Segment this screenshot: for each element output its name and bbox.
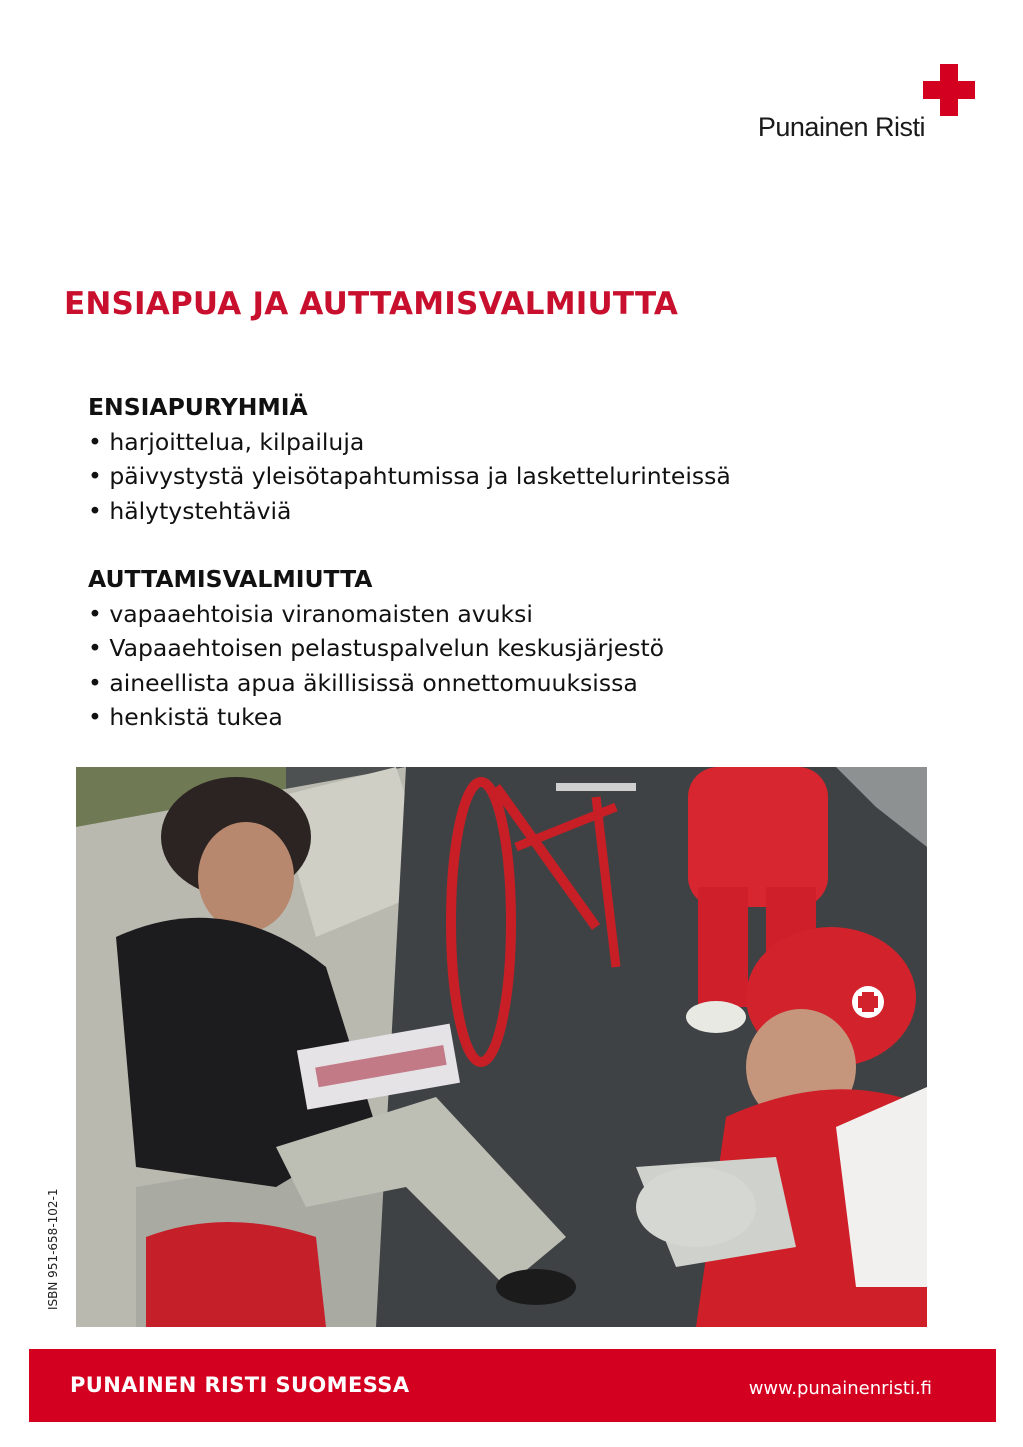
- footer-bar: [29, 1349, 996, 1422]
- section-list: [88, 597, 948, 735]
- section-list: [88, 425, 948, 529]
- list-item: • aineellista apua äkillisissä onnettomuuksissa: [88, 666, 948, 701]
- list-item: • Vapaaehtoisen pelastuspalvelun keskusjärjestö: [88, 631, 948, 666]
- list-item: • vapaaehtoisia viranomaisten avuksi: [88, 597, 948, 632]
- list-item: • hälytystehtäviä: [88, 494, 948, 529]
- list-item: • harjoittelua, kilpailuja: [88, 425, 948, 460]
- content: [88, 390, 948, 769]
- logo-name: Punainen Risti: [757, 112, 925, 142]
- red-cross-icon: [923, 64, 975, 116]
- footer-url[interactable]: www.punainenristi.fi: [748, 1378, 932, 1399]
- footer-org: PUNAINEN RISTI SUOMESSA: [70, 1373, 410, 1397]
- list-item: • henkistä tukea: [88, 700, 948, 735]
- section-heading: ENSIAPURYHMIÄ: [88, 393, 308, 421]
- photo-illustration: [76, 767, 927, 1327]
- list-item: • päivystystä yleisötapahtumissa ja laskettelurinteissä: [88, 459, 948, 494]
- page-title: ENSIAPUA JA AUTTAMISVALMIUTTA: [64, 286, 679, 322]
- isbn-text: ISBN 951-658-102-1: [46, 1188, 60, 1310]
- photo: [76, 767, 927, 1327]
- logo: [725, 64, 975, 144]
- section-heading: AUTTAMISVALMIUTTA: [88, 565, 373, 593]
